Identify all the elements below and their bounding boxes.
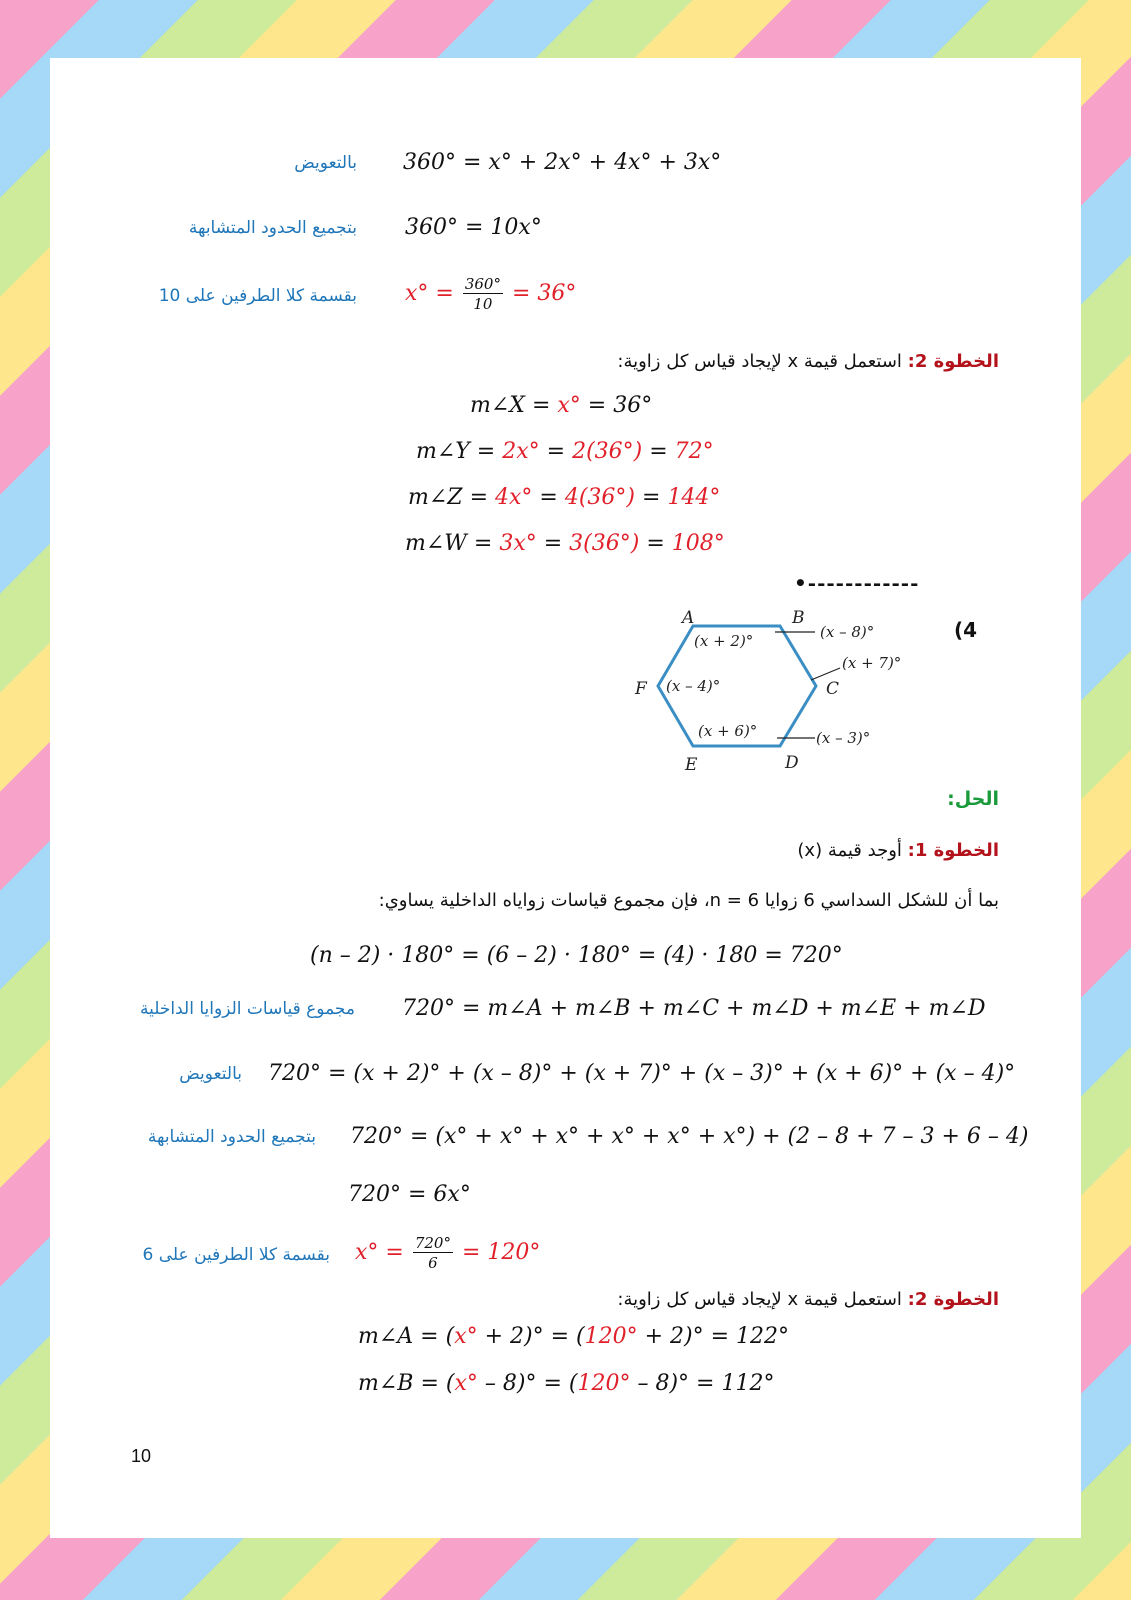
angle-y-value: 72° — [674, 439, 714, 464]
fraction-denominator: 10 — [473, 295, 493, 313]
step2-heading-2: الخطوة 2: — [907, 1289, 999, 1310]
section-divider: •------------ — [794, 571, 920, 595]
angle-sum-formula: (n – 2) · 180° = (6 – 2) · 180° = (4) · 180 = 720° — [310, 943, 843, 968]
angle-w-eq2: = — [639, 531, 672, 556]
fraction-numerator-2: 720° — [414, 1234, 451, 1252]
angle-x-expr: x° — [557, 393, 581, 418]
angle-b-value: – 8)° = 112° — [630, 1371, 775, 1396]
angle-w-eq1: = — [536, 531, 570, 556]
angle-label-f: (x – 4)° — [666, 677, 721, 695]
angle-w-label: m∠W = — [405, 531, 500, 556]
vertex-b: B — [792, 608, 805, 628]
fraction-2 — [413, 1235, 453, 1271]
hexagon-figure — [630, 606, 940, 786]
equation-divide-2 — [355, 1235, 540, 1271]
angle-y-label: m∠Y = — [416, 439, 503, 464]
note-angle-sum: مجموع قياسات الزوايا الداخلية — [140, 999, 355, 1019]
angle-w-equation — [405, 531, 725, 556]
angle-label-c: (x + 7)° — [842, 654, 902, 672]
angle-x-label: m∠X = — [470, 393, 558, 418]
vertex-d: D — [785, 753, 799, 773]
angle-label-b: (x – 8)° — [820, 623, 875, 641]
angle-w-expr: 3x° — [499, 531, 537, 556]
step1-heading: الخطوة 1: — [907, 840, 999, 861]
angle-a-equation — [358, 1324, 789, 1349]
equation-six-x: 720° = 6x° — [348, 1182, 471, 1207]
vertex-c: C — [826, 679, 840, 699]
step2-instruction-2 — [617, 1289, 999, 1310]
angle-a-value: + 2)° = 122° — [637, 1324, 790, 1349]
angle-b-sub: 120° — [577, 1371, 631, 1396]
angle-label-d: (x – 3)° — [816, 729, 871, 747]
angle-label-e: (x + 6)° — [698, 722, 758, 740]
equation-angle-sum: 720° = m∠A + m∠B + m∠C + m∠D + m∠E + m∠D — [402, 996, 986, 1021]
fraction-denominator-2: 6 — [428, 1254, 438, 1272]
angle-a-mid: + 2)° = ( — [477, 1324, 585, 1349]
step1-instruction — [797, 840, 999, 861]
angle-z-eq1: = — [532, 485, 565, 510]
angle-b-label: m∠B = ( — [358, 1371, 455, 1396]
step2-text-2: استعمل قيمة x لإيجاد قياس كل زاوية: — [617, 1289, 902, 1310]
equation-combine: 360° = 10x° — [405, 215, 542, 240]
angle-z-expr: 4x° — [495, 485, 533, 510]
fraction — [463, 276, 503, 312]
angle-z-equation — [408, 485, 720, 510]
angle-b-equation — [358, 1371, 774, 1396]
x-result-2: = 120° — [461, 1240, 541, 1265]
page — [50, 58, 1081, 1538]
step2-heading: الخطوة 2: — [907, 351, 999, 372]
step1-text: أوجد قيمة (x) — [797, 840, 902, 861]
angle-y-eq2: = — [642, 439, 675, 464]
step2-text: استعمل قيمة x لإيجاد قياس كل زاوية: — [617, 351, 902, 372]
angle-z-eq2: = — [635, 485, 668, 510]
vertex-e: E — [685, 755, 698, 775]
x-lhs-2: x° = — [355, 1240, 404, 1265]
note-divide: بقسمة كلا الطرفين على 10 — [158, 286, 357, 306]
intro-text: بما أن للشكل السداسي 6 زوايا n = 6، فإن مجموع قياسات زواياه الداخلية يساوي: — [378, 890, 999, 911]
angle-z-value: 144° — [667, 485, 721, 510]
step2-instruction — [617, 351, 999, 372]
equation-substitution: 360° = x° + 2x° + 4x° + 3x° — [403, 150, 722, 175]
note-substitution-2: بالتعويض — [179, 1064, 242, 1084]
note-combine: بتجميع الحدود المتشابهة — [188, 218, 357, 238]
angle-b-expr: x° — [454, 1371, 478, 1396]
angle-w-value: 108° — [671, 531, 725, 556]
equation-divide — [405, 276, 576, 312]
angle-x-equation — [470, 393, 652, 418]
equation-substitution-2: 720° = (x + 2)° + (x – 8)° + (x + 7)° + (x – 3)° + (x + 6)° + (x – 4)° — [268, 1061, 1016, 1086]
fraction-numerator: 360° — [464, 275, 501, 293]
angle-y-sub: 2(36°) — [572, 439, 643, 464]
angle-z-label: m∠Z = — [408, 485, 496, 510]
vertex-a: A — [682, 608, 695, 628]
angle-b-mid: – 8)° = ( — [477, 1371, 578, 1396]
angle-z-sub: 4(36°) — [564, 485, 636, 510]
angle-x-value: = 36° — [580, 393, 653, 418]
question-number: (4 — [954, 618, 978, 642]
angle-y-expr: 2x° — [502, 439, 540, 464]
vertex-f: F — [635, 679, 647, 699]
note-combine-2: بتجميع الحدود المتشابهة — [147, 1127, 316, 1147]
solution-label: الحل: — [947, 788, 999, 810]
angle-w-sub: 3(36°) — [569, 531, 640, 556]
angle-y-eq1: = — [539, 439, 573, 464]
x-result: = 36° — [511, 281, 577, 306]
note-divide-2: بقسمة كلا الطرفين على 6 — [142, 1245, 330, 1265]
page-number: 10 — [131, 1446, 152, 1466]
angle-y-equation — [416, 439, 714, 464]
angle-a-label: m∠A = ( — [358, 1324, 455, 1349]
equation-combine-2: 720° = (x° + x° + x° + x° + x° + x°) + (2 – 8 + 7 – 3 + 6 – 4) — [350, 1124, 1029, 1149]
angle-a-expr: x° — [454, 1324, 478, 1349]
angle-label-a: (x + 2)° — [694, 632, 754, 650]
note-substitution: بالتعويض — [294, 153, 357, 173]
angle-a-sub: 120° — [584, 1324, 638, 1349]
x-lhs: x° = — [405, 281, 454, 306]
